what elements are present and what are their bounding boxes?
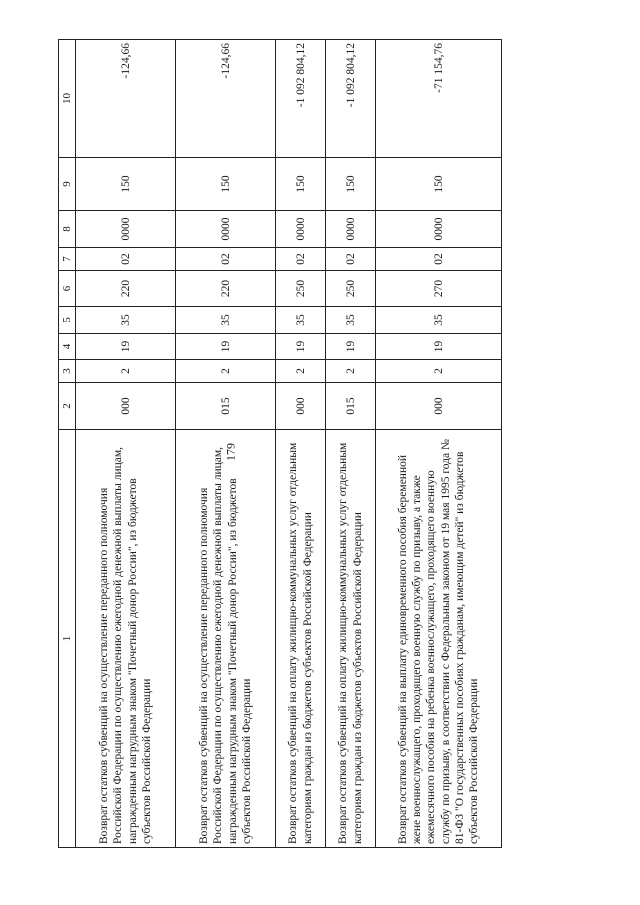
admin-code: 015 bbox=[326, 383, 376, 430]
amount-cell: -71 154,76 bbox=[376, 40, 502, 158]
code-cell: 0000 bbox=[76, 211, 176, 248]
code-cell: 35 bbox=[276, 307, 326, 334]
column-header: 7 bbox=[59, 248, 76, 271]
code-cell: 270 bbox=[376, 271, 502, 307]
admin-code: 015 bbox=[176, 383, 276, 430]
budget-table bbox=[58, 39, 502, 848]
code-cell: 150 bbox=[326, 158, 376, 211]
code-cell: 02 bbox=[376, 248, 502, 271]
code-cell: 150 bbox=[76, 158, 176, 211]
code-cell: 35 bbox=[76, 307, 176, 334]
code-cell: 220 bbox=[176, 271, 276, 307]
admin-code: 000 bbox=[276, 383, 326, 430]
code-cell: 02 bbox=[276, 248, 326, 271]
code-cell: 35 bbox=[326, 307, 376, 334]
code-cell: 2 bbox=[76, 360, 176, 383]
column-header: 9 bbox=[59, 158, 76, 211]
code-cell: 02 bbox=[176, 248, 276, 271]
code-cell: 150 bbox=[176, 158, 276, 211]
column-header: 5 bbox=[59, 307, 76, 334]
amount-cell: -1 092 804,12 bbox=[326, 40, 376, 158]
code-cell: 0000 bbox=[176, 211, 276, 248]
code-cell: 35 bbox=[176, 307, 276, 334]
row-description: Возврат остатков субвенций на оплату жилищно-коммунальных услуг отдельным категориям граждан из бюджетов субъектов Российской Федерации bbox=[276, 430, 326, 848]
amount-cell: -1 092 804,12 bbox=[276, 40, 326, 158]
row-description: Возврат остатков субвенций на выплату единовременного пособия беременной жене военнослужащего, проходящего военную службу по призыву, а также ежемесячного пособия на ребенка военнослужащего, проходящего военную службу по призыву, в соответствии с Федеральным законом от 19 мая 1995 года № 81-ФЗ "О государственных пособиях гражданам, имеющим детей" из бюджетов субъектов Российской Федерации bbox=[376, 430, 502, 848]
code-cell: 220 bbox=[76, 271, 176, 307]
column-header: 1 bbox=[59, 430, 76, 848]
admin-code: 000 bbox=[376, 383, 502, 430]
column-header: 6 bbox=[59, 271, 76, 307]
code-cell: 02 bbox=[326, 248, 376, 271]
row-description: Возврат остатков субвенций на осуществление переданного полномочия Российской Федерации по осуществлению ежегодной денежной выплаты лицам, награжденным нагрудным знаком "Почетный донор России", из бюджетов субъектов Российской Федерации bbox=[176, 430, 276, 848]
code-cell: 250 bbox=[326, 271, 376, 307]
table-row bbox=[326, 40, 376, 848]
code-cell: 2 bbox=[376, 360, 502, 383]
table-row bbox=[376, 40, 502, 848]
column-header: 3 bbox=[59, 360, 76, 383]
amount-cell: -124,66 bbox=[176, 40, 276, 158]
code-cell: 2 bbox=[276, 360, 326, 383]
code-cell: 0000 bbox=[376, 211, 502, 248]
column-header: 4 bbox=[59, 334, 76, 360]
code-cell: 0000 bbox=[326, 211, 376, 248]
table-row bbox=[176, 40, 276, 848]
code-cell: 19 bbox=[276, 334, 326, 360]
code-cell: 250 bbox=[276, 271, 326, 307]
code-cell: 02 bbox=[76, 248, 176, 271]
column-header: 8 bbox=[59, 211, 76, 248]
code-cell: 19 bbox=[376, 334, 502, 360]
rotated-table-container bbox=[58, 40, 500, 848]
column-header: 10 bbox=[59, 40, 76, 158]
table-row bbox=[76, 40, 176, 848]
table-row bbox=[276, 40, 326, 848]
code-cell: 150 bbox=[276, 158, 326, 211]
code-cell: 19 bbox=[176, 334, 276, 360]
code-cell: 19 bbox=[326, 334, 376, 360]
page-number: 179 bbox=[223, 443, 238, 461]
code-cell: 19 bbox=[76, 334, 176, 360]
column-header: 2 bbox=[59, 383, 76, 430]
row-description: Возврат остатков субвенций на оплату жилищно-коммунальных услуг отдельным категориям граждан из бюджетов субъектов Российской Федерации bbox=[326, 430, 376, 848]
code-cell: 2 bbox=[176, 360, 276, 383]
code-cell: 150 bbox=[376, 158, 502, 211]
amount-cell: -124,66 bbox=[76, 40, 176, 158]
code-cell: 0000 bbox=[276, 211, 326, 248]
row-description: Возврат остатков субвенций на осуществление переданного полномочия Российской Федерации по осуществлению ежегодной денежной выплаты лицам, награжденным нагрудным знаком "Почетный донор России", из бюджетов субъектов Российской Федерации bbox=[76, 430, 176, 848]
code-cell: 2 bbox=[326, 360, 376, 383]
code-cell: 35 bbox=[376, 307, 502, 334]
admin-code: 000 bbox=[76, 383, 176, 430]
column-header-row bbox=[59, 40, 76, 848]
